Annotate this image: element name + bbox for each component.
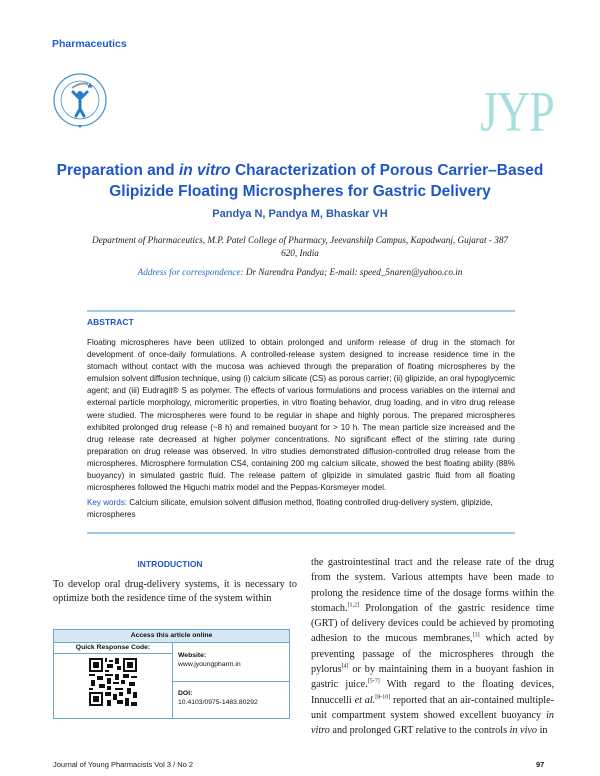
- introduction-text-right: the gastrointestinal tract and the release rate of the drug from the system. Various attempts have been made to prolong the residence time of the dosage forms within the stomach.[1,2] Prolongation of the gastric residence time (GRT) of delivery devices could be achieved by promoting adhesion to the mucous membranes,[3] which acted by preventing passage of the microspheres through the pylorus[4] or by maintaining them in a buoyant fashion in gastric juice.[5-7] With regard to the floating devices, Innuccelli et al.[8-10] reported that an air-contained multiple-unit compartment system showed excellent buoyancy in vitro and prolonged GRT relative to the controls in vivo in: [311, 557, 555, 737]
- website-link[interactable]: www.jyoungpharm.in: [178, 661, 241, 668]
- doi-value[interactable]: 10.4103/0975-1483.80292: [178, 699, 258, 706]
- abstract-text: Floating microspheres have been utilized to obtain prolonged and uniform release of drug in the stomach for development of once-daily formulations. A controlled-release system designed to increase residence time in the stomach without contact with the mucosa was achieved through the preparation of floating microspheres by the emulsion solvent diffusion technique, using (i) calcium silicate (CS) as porous carrier; (ii) glipizide, an oral hypoglycemic agent; and (iii) Eudragit® S as polymer. The effects of various formulations and process variables on the internal and external particle morphology, micromeritic properties, in vitro floating behavior, drug loading, and in vitro drug release were studied. The microspheres were found to be regular in shape and highly porous. The prepared microspheres exhibited prolonged drug release (~8 h) and remained buoyant for > 10 h. The mean particle size increased and the drug release rate decreased at higher polymer concentrations. No significant effect of the stirring rate during preparation on drug release was observed. In vitro studies demonstrated diffusion-controlled drug release from the microspheres. Microsphere formulation CS4, containing 200 mg calcium silicate, showed the best floating ability (88% buoyancy) in simulated gastric fluid. The release pattern of glipizide in simulated gastric fluid from all floating microspheres followed the Higuchi matrix model and the Peppas-Korsmeyer model.: [87, 338, 515, 493]
- qr-label: Quick Response Code:: [54, 642, 172, 654]
- introduction-text-left: To develop oral drug-delivery systems, it is necessary to optimize both the residence time of the system within: [53, 579, 297, 604]
- authors: Pandya N, Pandya M, Bhaskar VH: [212, 208, 388, 220]
- journal-logo: JYP: [480, 79, 554, 143]
- association-seal-icon: [52, 72, 108, 128]
- doi-cell: [172, 682, 289, 718]
- website-cell: [172, 642, 289, 682]
- footer-journal: Journal of Young Pharmacists Vol 3 / No 2: [53, 760, 194, 769]
- introduction-heading: INTRODUCTION: [137, 559, 203, 569]
- section-label: Pharmaceutics: [52, 38, 127, 50]
- keywords: Key words: Calcium silicate, emulsion solvent diffusion method, floating controlled drug-delivery system, glipizide, microspheres: [87, 498, 493, 520]
- access-article-box: [53, 629, 290, 719]
- website-label: Website:: [178, 652, 207, 659]
- qr-code-icon[interactable]: [89, 658, 137, 706]
- divider: [87, 532, 515, 534]
- abstract-heading: ABSTRACT: [87, 317, 134, 327]
- page-number: 97: [536, 760, 545, 769]
- divider: [87, 310, 515, 312]
- access-box-header: Access this article online: [54, 630, 289, 643]
- article-title: Preparation and in vitro Characterization of Porous Carrier–Based Glipizide Floating Microspheres for Gastric Delivery: [56, 162, 544, 200]
- doi-label: DOI:: [178, 690, 193, 697]
- affiliation: Department of Pharmaceutics, M.P. Patel College of Pharmacy, Jeevanshilp Campus, Kapadwanj, Gujarat - 387 620, India: [91, 235, 509, 258]
- correspondence: Address for correspondence: Dr Narendra Pandya; E-mail: speed_5naren@yahoo.co.in: [137, 267, 463, 277]
